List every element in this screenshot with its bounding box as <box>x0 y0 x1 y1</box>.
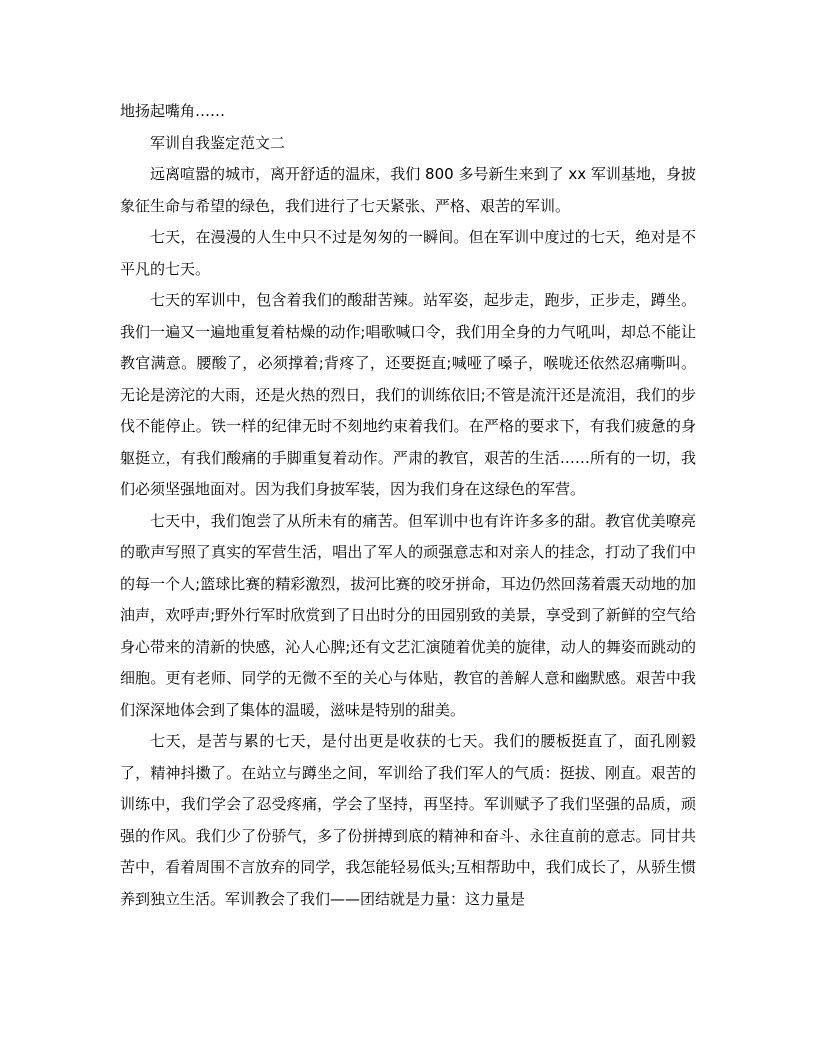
continuation-line: 地扬起嘴角…… <box>120 102 226 120</box>
document-body <box>120 96 696 915</box>
paragraph: 七天中，我们饱尝了从所未有的痛苦。但军训中也有许许多多的甜。教官优美嘹亮的歌声写照了真实的军营生活，唱出了军人的顽强意志和对亲人的挂念，打动了我们中的每一个人;篮球比赛的精彩激烈，拔河比赛的咬牙拼命，耳边仍然回荡着震天动地的加油声，欢呼声;野外行军时欣赏到了日出时分的田园别致的美景，享受到了新鲜的空气给身心带来的清新的快感，沁人心脾;还有文艺汇演随着优美的旋律，动人的舞姿而跳动的细胞。更有老师、同学的无微不至的关心与体贴，教官的善解人意和幽默感。艰苦中我们深深地体会到了集体的温暖，滋味是特别的甜美。 <box>120 511 696 719</box>
section-heading: 军训自我鉴定范文二 <box>150 133 286 152</box>
paragraph: 七天，在漫漫的人生中只不过是匆匆的一瞬间。但在军训中度过的七天，绝对是不平凡的七天。 <box>120 228 696 278</box>
paragraph: 七天，是苦与累的七天，是付出更是收获的七天。我们的腰板挺直了，面孔刚毅了，精神抖擞了。在站立与蹲坐之间，军训给了我们军人的气质：挺拔、刚直。艰苦的训练中，我们学会了忍受疼痛，学会了坚持，再坚持。军训赋予了我们坚强的品质，顽强的作风。我们少了份骄气，多了份拼搏到底的精神和奋斗、永往直前的意志。同甘共苦中，看着周围不言放弃的同学，我怎能轻易低头;互相帮助中，我们成长了，从骄生惯养到独立生活。军训教会了我们——团结就是力量：这力量是 <box>120 732 696 908</box>
paragraph: 七天的军训中，包含着我们的酸甜苦辣。站军姿，起步走，跑步，正步走，蹲坐。我们一遍又一遍地重复着枯燥的动作;唱歌喊口令，我们用全身的力气吼叫，却总不能让教官满意。腰酸了，必须撑着;背疼了，还要挺直;喊哑了嗓子，喉咙还依然忍痛嘶叫。无论是滂沱的大雨，还是火热的烈日，我们的训练依旧;不管是流汗还是流泪，我们的步伐不能停止。铁一样的纪律无时不刻地约束着我们。在严格的要求下，有我们疲惫的身躯挺立，有我们酸痛的手脚重复着动作。严肃的教官，艰苦的生活……所有的一切，我们必须坚强地面对。因为我们身披军装，因为我们身在这绿色的军营。 <box>120 291 696 498</box>
paragraph: 远离喧嚣的城市，离开舒适的温床，我们 800 多号新生来到了 xx 军训基地，身披象征生命与希望的绿色，我们进行了七天紧张、严格、艰苦的军训。 <box>120 165 696 215</box>
